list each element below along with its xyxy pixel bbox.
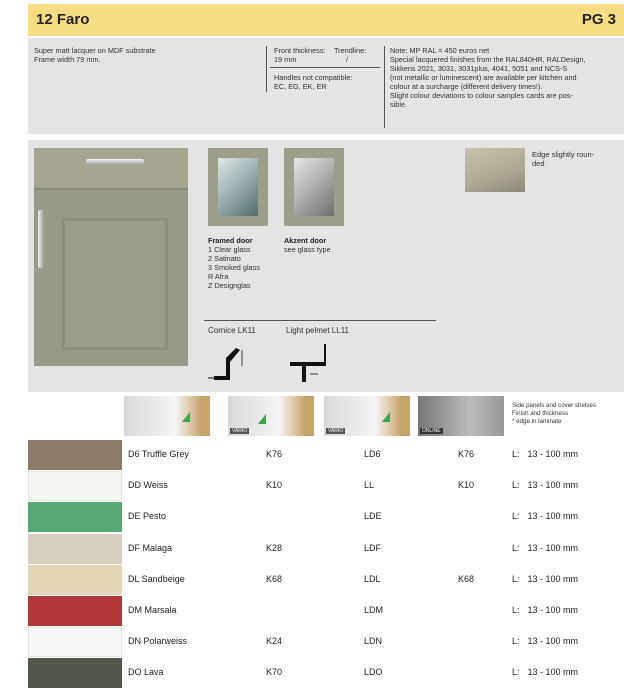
thickness-range [512, 543, 578, 553]
colour-name: DN Polarweiss [128, 636, 188, 647]
price-group: PG 3 [581, 11, 616, 28]
framed-door-image [208, 148, 268, 226]
code-k-online: K10 [458, 480, 475, 491]
table-row [28, 658, 624, 688]
cabinet-icon: VARIO [324, 396, 410, 436]
framed-door-caption: Framed door 1 Clear glass 2 Satinato 3 Smoked glass R Afra Z Designglas [208, 236, 260, 290]
code-k: K76 [266, 449, 283, 459]
drawer-front [34, 148, 188, 190]
image-panel [28, 140, 624, 392]
thickness-label: L: [512, 605, 520, 615]
info-panel [28, 38, 624, 134]
note-text: Note: MP RAL = 450 euros net Special lacquered finishes from the RAL840HR, RALDesign, Sikkens 2021, 3031, 3031plus, 4041, 5051 and NCS-S (not metallic or luminescent) are available per kitchen and colour at a surcharge (different delivery times!). Slight colour deviations to colour samples cards are pos- sible. [390, 46, 586, 109]
thickness-value: 13 - 100 mm [527, 480, 579, 491]
code-k: K68 [266, 573, 283, 584]
colour-swatch [28, 627, 122, 657]
divider [270, 67, 380, 68]
thickness-range [512, 574, 578, 584]
colour-swatch [28, 534, 122, 564]
edge-sample [465, 148, 525, 192]
front-thickness: Front thickness: 19 mm [274, 46, 326, 64]
cabinet-icon: VARIO [228, 396, 314, 436]
thickness-label: L: [512, 542, 520, 553]
divider [204, 320, 436, 321]
cabinet-icon: ONLINE [418, 396, 504, 436]
table-row [28, 596, 624, 626]
thickness-range [512, 480, 578, 490]
door-panel [62, 218, 168, 350]
colour-swatch [28, 658, 122, 688]
page-title: 12 Faro [36, 11, 90, 28]
colour-name: DD Weiss [128, 480, 168, 491]
akzent-door-caption: Akzent door see glass type [284, 236, 331, 254]
divider [384, 46, 385, 128]
thickness-label: L: [512, 511, 520, 522]
code-k: K70 [266, 667, 283, 678]
thickness-range [512, 605, 578, 615]
thickness-label: L: [512, 573, 520, 584]
handles-not-compatible: Handles not compatible: EC, EG, EK, ER [274, 73, 353, 91]
colour-swatch [28, 471, 122, 501]
thickness-value: 13 - 100 mm [527, 605, 579, 615]
table-row [28, 471, 624, 501]
arrow-icon [182, 412, 190, 422]
pelmet-profile-icon [284, 336, 334, 386]
divider [266, 46, 267, 92]
code-l: LDO [364, 667, 383, 678]
side-panels-caption: Side panels and cover shelves Finish and thickness * edge in laminate [512, 402, 596, 425]
thickness-value: 13 - 100 mm [527, 542, 579, 553]
table-row [28, 502, 624, 532]
code-l: LDF [364, 542, 382, 553]
colour-name: D6 Truffle Grey [128, 449, 189, 459]
cornice-label: Cornice LK11 [208, 326, 256, 335]
akzent-door-image [284, 148, 344, 226]
code-l: LDL [364, 573, 381, 584]
colour-name: DL Sandbeige [128, 573, 185, 584]
code-k: K28 [266, 542, 283, 553]
code-l: LDE [364, 511, 382, 522]
thickness-range [512, 636, 578, 646]
door-image [34, 148, 188, 366]
colour-swatch [28, 565, 122, 595]
code-k-online: K76 [458, 449, 475, 459]
thickness-value: 13 - 100 mm [527, 667, 579, 678]
code-l: LDM [364, 605, 384, 615]
thickness-value: 13 - 100 mm [527, 511, 579, 522]
thickness-range [512, 667, 578, 677]
table-row [28, 440, 624, 470]
bar-handle-icon [86, 159, 144, 165]
thickness-label: L: [512, 667, 520, 678]
code-l: LDN [364, 636, 383, 647]
pelmet-label: Light pelmet LL11 [286, 326, 350, 335]
colour-name: DE Pesto [128, 511, 167, 522]
bar-handle-icon [38, 210, 44, 268]
code-k: K10 [266, 480, 283, 491]
trendline: Trendline: / [334, 46, 367, 64]
colour-swatch [28, 440, 122, 470]
thickness-label: L: [512, 449, 520, 459]
thickness-range [512, 511, 578, 521]
material-description: Super matt lacquer on MDF substrate Frame width 79 mm. [34, 46, 156, 64]
thickness-value: 13 - 100 mm [527, 636, 579, 647]
header-bar [28, 4, 624, 36]
thickness-range [512, 449, 578, 459]
thickness-label: L: [512, 636, 520, 647]
code-k: K24 [266, 636, 283, 647]
colour-name: DM Marsala [128, 605, 177, 615]
glass-pane [294, 158, 334, 216]
arrow-icon [258, 414, 266, 424]
code-l: LL [364, 480, 375, 491]
table-row [28, 565, 624, 595]
cornice-profile-icon [206, 336, 256, 386]
thickness-label: L: [512, 480, 520, 491]
table-row [28, 534, 624, 564]
arrow-icon [382, 412, 390, 422]
thickness-value: 13 - 100 mm [527, 573, 579, 584]
cabinet-icon [124, 396, 210, 436]
colour-name: DF Malaga [128, 542, 173, 553]
table-row [28, 627, 624, 657]
code-l: LD6 [364, 449, 381, 459]
edge-caption: Edge slightly roun- ded [532, 150, 595, 168]
colour-name: DO Lava [128, 667, 164, 678]
glass-pane [218, 158, 258, 216]
thickness-value: 13 - 100 mm [527, 449, 579, 459]
colour-swatch [28, 502, 122, 532]
colour-swatch [28, 596, 122, 626]
code-k-online: K68 [458, 573, 475, 584]
